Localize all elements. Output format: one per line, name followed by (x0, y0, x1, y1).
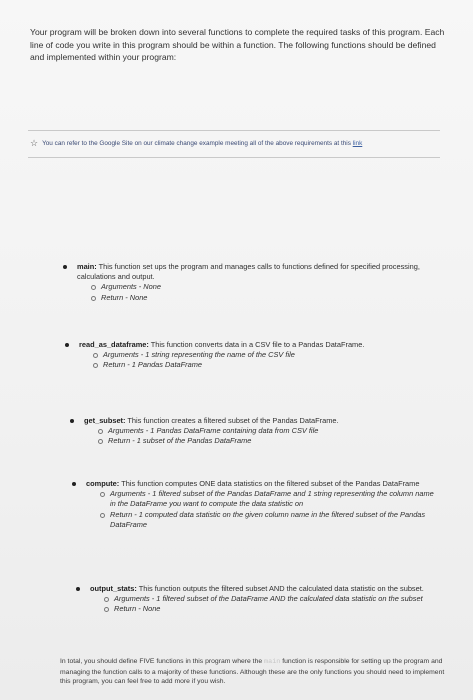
function-description: This function creates a filtered subset of the Pandas DataFrame. (127, 416, 339, 425)
function-item-output-stats (76, 584, 438, 615)
sub-bullet-icon (93, 353, 98, 358)
reference-link[interactable]: link (352, 140, 363, 147)
inline-code: main (264, 658, 281, 666)
function-item-main (63, 262, 443, 303)
bullet-icon (76, 587, 80, 591)
function-arguments: Arguments - None (91, 282, 443, 292)
sub-bullet-icon (100, 492, 105, 497)
function-description: This function outputs the filtered subset AND the calculated data statistic on the subset. (138, 584, 424, 593)
function-return: Return - 1 subset of the Pandas DataFrame (98, 436, 438, 446)
function-name: read_as_dataframe: (79, 340, 149, 349)
function-name: output_stats: (90, 584, 137, 593)
sub-bullet-icon (100, 513, 105, 518)
sub-bullet-icon (93, 363, 98, 368)
function-description: This function converts data in a CSV file to a Pandas DataFrame. (150, 340, 365, 349)
function-arguments: Arguments - 1 filtered subset of the Pandas DataFrame and 1 string representing the column name in the DataFrame you want to compute the data statistic on (100, 489, 438, 509)
divider-top (28, 130, 440, 131)
bullet-icon (63, 265, 67, 269)
function-item-get-subset (70, 416, 438, 447)
sub-bullet-icon (91, 296, 96, 301)
function-description: This function computes ONE data statistics on the filtered subset of the Pandas DataFrame (121, 479, 420, 488)
intro-paragraph: Your program will be broken down into several functions to complete the required tasks of this program. Each line of code you write in this program should be within a function. The following functions should be defined and implemented within your program: (30, 27, 445, 63)
function-arguments: Arguments - 1 filtered subset of the DataFrame AND the calculated data statistic on the subset (104, 594, 438, 604)
divider-bottom (28, 157, 440, 158)
function-return: Return - None (91, 293, 443, 303)
function-name: main: (77, 262, 97, 271)
function-return: Return - 1 computed data statistic on the given column name in the filtered subset of the Pandas DataFrame (100, 510, 438, 530)
reference-note (30, 139, 450, 148)
sub-bullet-icon (104, 607, 109, 612)
function-return: Return - 1 Pandas DataFrame (93, 360, 441, 370)
sub-bullet-icon (98, 429, 103, 434)
function-item-compute (72, 479, 438, 530)
function-name: get_subset: (84, 416, 126, 425)
function-description: This function set ups the program and manages calls to functions defined for specified processing, calculations and output. (77, 262, 420, 282)
bullet-icon (65, 343, 69, 347)
reference-note-text: You can refer to the Google Site on our climate change example meeting all of the above requirements at this (42, 140, 353, 147)
closing-paragraph: In total, you should define FIVE functions in this program where the main function is responsible for setting up the program and managing the function calls to a majority of these functions. Although these are the only functions you should need to implement this program, you can feel free to add more if you wish. (60, 658, 445, 686)
function-arguments: Arguments - 1 string representing the name of the CSV file (93, 350, 441, 360)
bullet-icon (72, 482, 76, 486)
sub-bullet-icon (104, 597, 109, 602)
function-item-read-as-dataframe (65, 340, 441, 371)
bullet-icon (70, 419, 74, 423)
function-name: compute: (86, 479, 120, 488)
function-return: Return - None (104, 604, 438, 614)
star-icon: ☆ (30, 139, 39, 148)
function-arguments: Arguments - 1 Pandas DataFrame containing data from CSV file (98, 426, 438, 436)
sub-bullet-icon (98, 439, 103, 444)
sub-bullet-icon (91, 285, 96, 290)
